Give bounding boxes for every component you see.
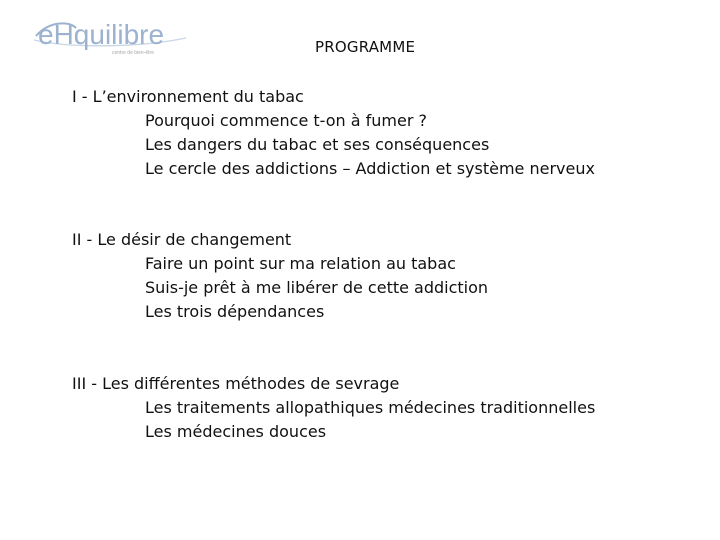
- section-2: [72, 228, 488, 324]
- logo: [28, 14, 198, 60]
- list-item: Les médecines douces: [145, 422, 327, 441]
- list-item: Les traitements allopathiques médecines traditionnelles: [145, 398, 596, 417]
- list-item: Les dangers du tabac et ses conséquences: [145, 135, 490, 154]
- list-item: Pourquoi commence t-on à fumer ?: [145, 111, 427, 130]
- list-item: Les trois dépendances: [145, 302, 325, 321]
- logo-wordmark: eHquilibre: [38, 19, 165, 50]
- section-title: I - L’environnement du tabac: [72, 87, 304, 106]
- section-items: [72, 109, 595, 181]
- logo-graphic: [28, 14, 198, 60]
- section-items: [72, 252, 488, 324]
- section-title: II - Le désir de changement: [72, 230, 292, 249]
- section-items: [72, 396, 595, 444]
- page-title: PROGRAMME: [315, 38, 416, 56]
- section-3: [72, 372, 595, 444]
- logo-tagline: centre de bien-être: [112, 50, 154, 56]
- section-1: [72, 85, 595, 181]
- list-item: Faire un point sur ma relation au tabac: [145, 254, 456, 273]
- list-item: Suis-je prêt à me libérer de cette addiction: [145, 278, 489, 297]
- list-item: Le cercle des addictions – Addiction et système nerveux: [145, 159, 595, 178]
- section-title: III - Les différentes méthodes de sevrage: [72, 374, 400, 393]
